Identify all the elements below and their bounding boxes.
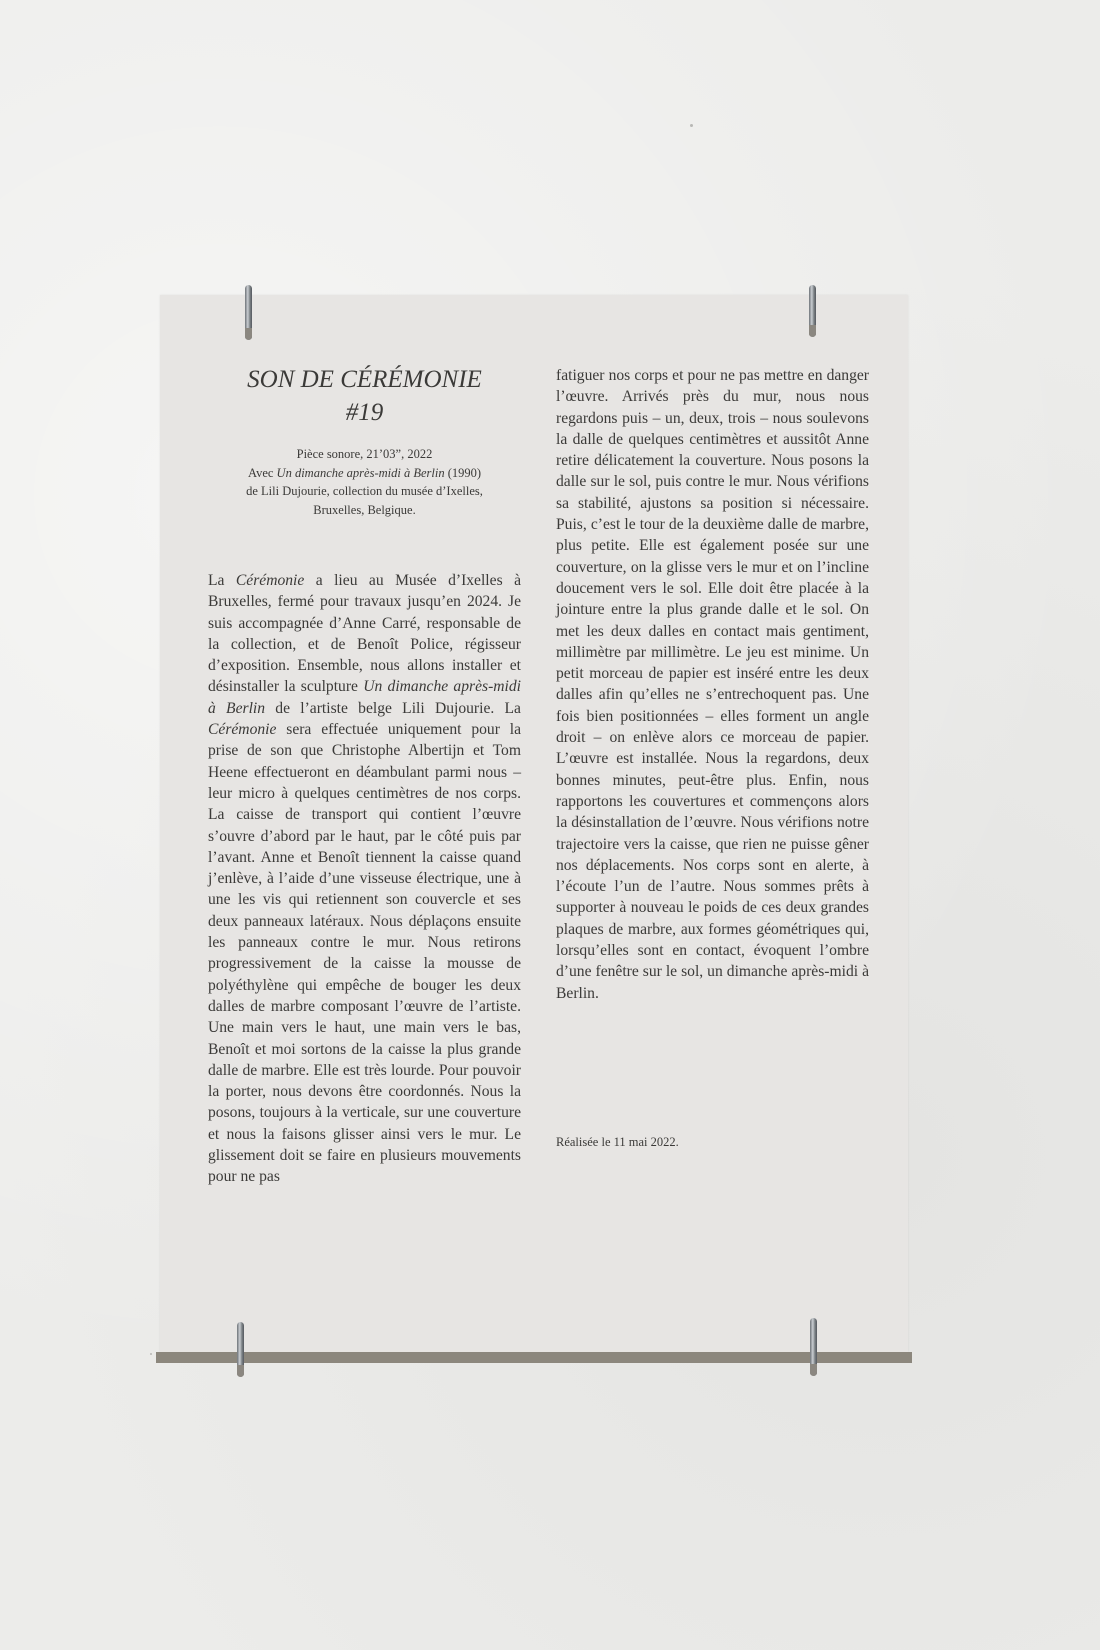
body-italic: Cérémonie — [235, 572, 305, 589]
pin-icon — [810, 1318, 817, 1376]
pin-icon — [237, 1322, 244, 1377]
pin-icon — [245, 285, 252, 340]
placard-subtitle — [208, 445, 521, 519]
subtitle-line-4: Bruxelles, Belgique. — [313, 502, 416, 517]
title-line-1: SON DE CÉRÉMONIE — [247, 366, 482, 393]
realisation-date: Réalisée le 11 mai 2022. — [556, 1135, 679, 1149]
wall-speck — [690, 124, 693, 127]
artwork-title: Un dimanche après-midi à Berlin — [276, 465, 445, 480]
placard-shadow-edge — [156, 1352, 912, 1363]
body-text: sera effectuée uniquement pour la prise de son que Christophe Albertijn et Tom Heene effectueront en déambulant parmi nous – leur micro à quelques centimètres de nos corps. La caisse de transport qui contient l’œuvre s’ouvre d’abord par le haut, par le côté puis par l’avant. Anne et Benoît tiennent la caisse quand j’enlève, à l’aide d’une visseuse électrique, une à une les vis qui retiennent son couvercle et ses deux panneaux latéraux. Nous déplaçons ensuite les panneaux contre le mur. Nous retirons progressivement de la caisse la mousse de polyéthylène qui empêche de bouger les deux dalles de marbre composant l’œuvre de l’artiste. Une main vers le haut, une main vers le bas, Benoît et moi sortons de la caisse la plus grande dalle de marbre. Elle est très lourde. Pour pouvoir la porter, nous devons être coordonnés. Nous la posons, toujours à la verticale, sur une couverture et nous la faisons glisser ainsi vers le mur. Le glissement doit se faire en plusieurs mouvements pour ne pas — [208, 721, 521, 1186]
body-text: a lieu au Musée d’Ixelles à Bruxelles, fermé pour travaux jusqu’en 2024. Je suis accompagnée d’Anne Carré, responsable de la collection, et de Benoît Police, régisseur d’exposition. Ensemble, nous allons installer et désinstaller la sculpture — [208, 572, 521, 696]
subtitle-line-1: Pièce sonore, 21’03”, 2022 — [296, 447, 433, 461]
body-column-left — [208, 570, 521, 1188]
subtitle-line-2-suffix: (1990) — [444, 465, 482, 480]
pin-icon — [809, 285, 816, 337]
body-italic: Cérémonie — [208, 721, 277, 739]
body-paragraph-right: fatiguer nos corps et pour ne pas mettre en danger l’œuvre. Arrivés près du mur, nous nous regardons puis – un, deux, trois – nous soulevons la dalle de quelques centimètres et aussitôt Anne retire délicatement la couverture. Nous posons la dalle sur le sol, puis contre le mur. Nous vérifions sa stabilité, ajustons sa position si nécessaire. Puis, c’est le tour de la deuxième dalle de marbre, plus petite. Elle est également posée sur une couverture, on la glisse vers le mur et on l’incline doucement vers le sol. Elle doit être placée à la jointure entre la plus grande dalle et le sol. On met les deux dalles en contact mais gentiment, millimètre par millimètre. Le jeu est minime. Un petit morceau de papier est inséré entre les deux dalles afin qu’elles ne s’entrechoquent pas. Une fois bien positionnées – elles forment un angle droit – on enlève alors ce morceau de papier. L’œuvre est installée. Nous la regardons, deux bonnes minutes, peut-être plus. Enfin, nous rapportons les couvertures et commençons alors la désinstallation de l’œuvre. Nous vérifions notre trajectoire vers la caisse, que rien ne puisse gêner nos déplacements. Nos corps sont en alerte, à l’écoute l’un de l’autre. Nous sommes prêts à supporter à nouveau le poids de ces deux grandes plaques de marbre, aux formes géométriques qui, lorsqu’elles sont en contact, évoquent l’ombre d’une fenêtre sur le sol, un dimanche après-midi à Berlin. — [556, 367, 869, 1002]
subtitle-line-3: de Lili Dujourie, collection du musée d’Ixelles, — [246, 484, 483, 498]
wall-speck — [150, 1353, 152, 1355]
body-paragraph-left — [208, 570, 521, 1188]
title-line-2: #19 — [345, 399, 384, 426]
body-text: La — [208, 572, 236, 589]
body-text: de l’artiste belge Lili Dujourie. La — [265, 699, 521, 717]
body-italic: Un dimanche après-midi à Berlin — [208, 678, 521, 717]
subtitle-line-2-prefix: Avec — [247, 465, 277, 480]
placard-title — [208, 363, 521, 429]
body-column-right — [556, 365, 869, 1004]
